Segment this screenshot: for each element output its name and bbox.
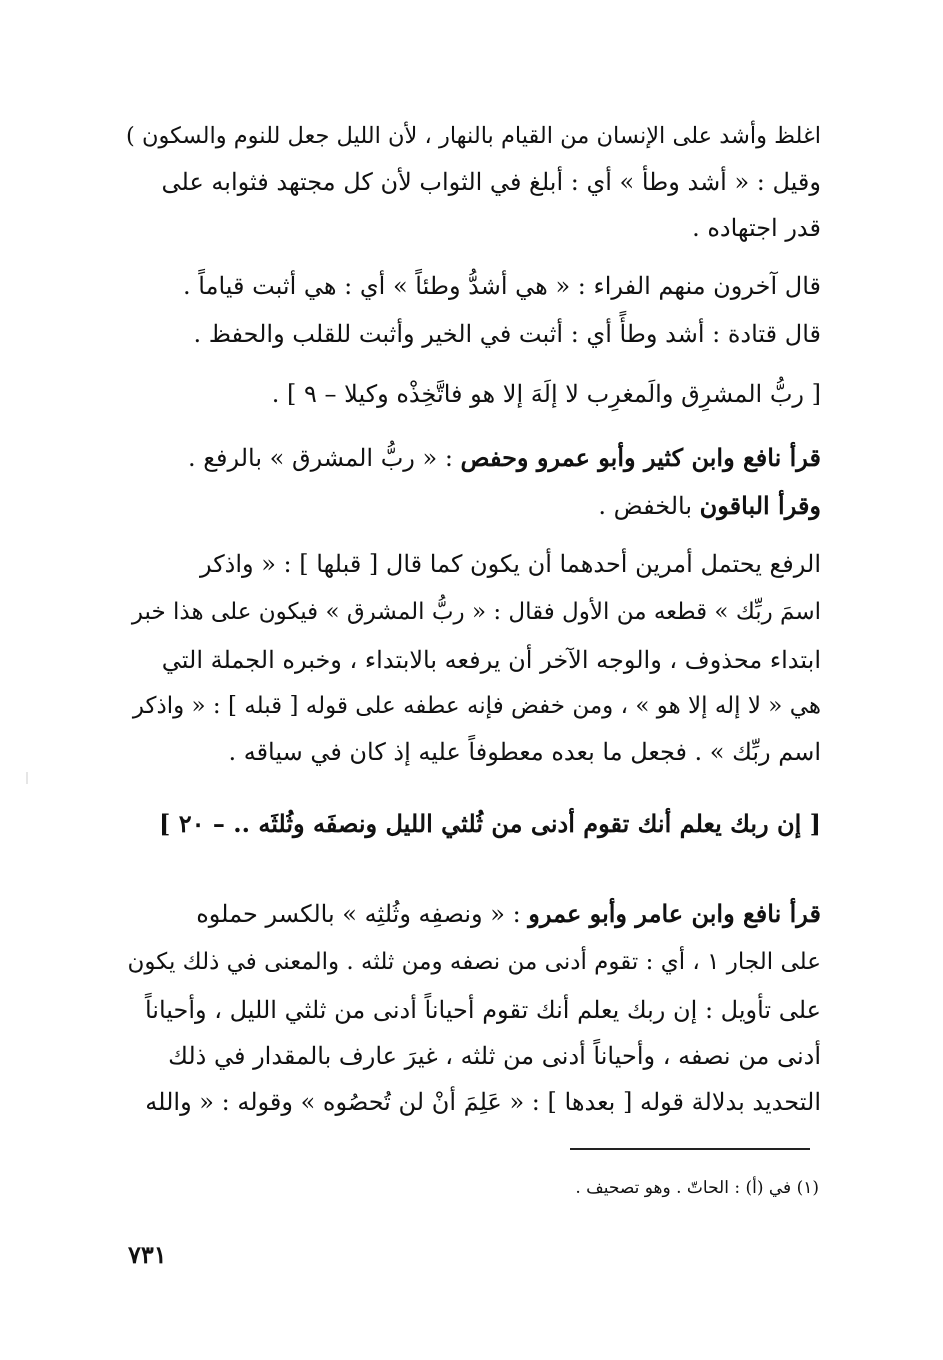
text-line-5: قال قتادة : أشد وطأً أي : أثبت في الخير وأثبت للقلب والحفظ .	[193, 320, 821, 348]
text-line-16: على الجار ١ ، أي : تقوم أدنى من نصفه ومن ثلثه . والمعنى في ذلك يكون	[127, 949, 821, 975]
text-line-2: وقيل : « أشد وطأ » أي : أبلغ في الثواب لأن كل مجتهد فثوابه على	[161, 168, 821, 196]
text-line-18: أدنى من نصفه ، وأحياناً أدنى من ثلثه ، غيرَ عارف بالمقدار في ذلك	[168, 1042, 821, 1070]
text-line-10: اسمَ ربِّك » قطعه من الأول فقال : « ربُّ المشرق » فيكون على هذا خبر	[131, 599, 821, 625]
quran-verse-9: [ ربُّ المشرِق والَمغرِب لا إلَهَ إلا هو فاتَّخِذْه وكيلا – ٩ ] .	[271, 380, 821, 408]
text-line-15: قرأ نافع وابن عامر وأبو عمرو : « ونصفِه وثُلثِه » بالكسر حملوه	[196, 899, 821, 928]
text-line-13: اسم ربِّك » . فجعل ما بعده معطوفاً عليه إذ كان في سياقه .	[228, 738, 821, 766]
footnote-divider	[570, 1148, 810, 1150]
text-line-4: قال آخرون منهم الفراء : « هي أشدُّ وطئاً » أي : هي أثبت قياماً .	[183, 272, 821, 300]
text-line-1: اغلظ وأشد على الإنسان من القيام بالنهار ، لأن الليل جعل للنوم والسكون )	[126, 123, 821, 149]
text-line-17: على تأويل : إن ربك يعلم أنك تقوم أحياناً أدنى من ثلثي الليل ، وأحياناً	[144, 996, 821, 1024]
text-line-3: قدر اجتهاده .	[692, 214, 821, 242]
text-line-11: ابتداء محذوف ، والوجه الآخر أن يرفعه بالابتداء ، وخبره الجملة التي	[161, 646, 821, 674]
reciters-bold: قرأ نافع وابن عامر وأبو عمرو	[528, 899, 821, 928]
text-line-19: التحديد بدلالة قوله [ بعدها ] : « عَلِمَ أنْ لن تُحصُوه » وقوله : « والله	[145, 1088, 821, 1116]
text-line-12: هي « لا إله إلا هو » ، ومن خفض فإنه عطفه على قوله [ قبله ] : « واذكر	[132, 693, 821, 719]
reciters-bold: وقرأ الباقون	[699, 491, 821, 520]
text-line-9: الرفع يحتمل أمرين أحدهما أن يكون كما قال [ قبلها ] : « واذكر	[200, 550, 821, 578]
text-line-8: وقرأ الباقون بالخفض .	[598, 491, 821, 520]
quran-verse-20: [ إن ربك يعلم أنك تقوم أدنى من ثُلثي الليل ونصفَه وثُلثَه .. – ٢٠ ]	[159, 809, 821, 838]
text-line-7: قرأ نافع وابن كثير وأبو عمرو وحفص : « ربُّ المشرق » بالرفع .	[187, 443, 821, 472]
footnote: (١) في (أ) : الحاتّ . وهو تصحيف .	[575, 1178, 819, 1198]
scan-mark	[26, 772, 28, 784]
reciters-bold: قرأ نافع وابن كثير وأبو عمرو وحفص	[460, 443, 821, 472]
page-number: ٧٣١	[128, 1240, 167, 1269]
